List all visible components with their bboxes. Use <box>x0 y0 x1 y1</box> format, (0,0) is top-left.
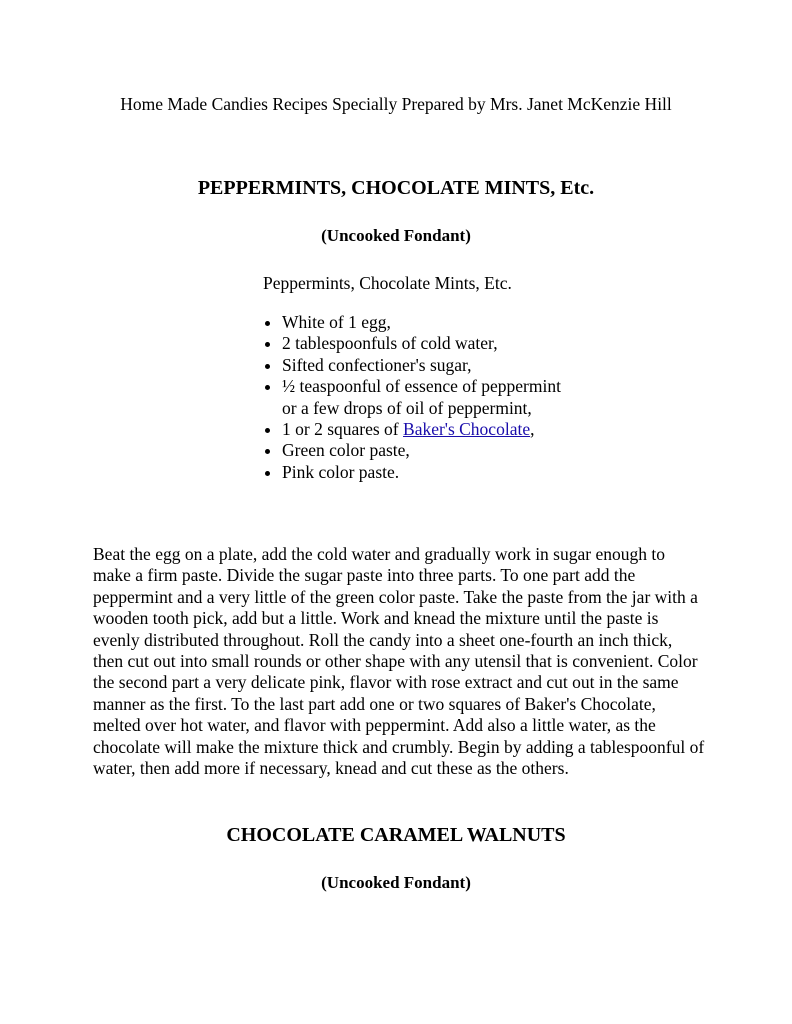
list-item: • ½ teaspoonful of essence of peppermint or a few drops of oil of peppermint, <box>282 376 572 419</box>
list-item: • Sifted confectioner's sugar, <box>282 355 572 376</box>
list-item <box>282 419 572 440</box>
ingredients-list <box>263 312 572 483</box>
list-item: • White of 1 egg, <box>282 312 572 333</box>
recipe-title-caramel-walnuts: CHOCOLATE CARAMEL WALNUTS <box>226 824 566 846</box>
recipe-title-peppermints: PEPPERMINTS, CHOCOLATE MINTS, Etc. <box>197 177 595 199</box>
running-title: Home Made Candies Recipes Specially Prepared by Mrs. Janet McKenzie Hill <box>120 94 672 114</box>
bakers-chocolate-link[interactable]: Baker's Chocolate <box>403 419 531 440</box>
ingredient-text: 1 or 2 squares of <box>282 419 404 440</box>
recipe-method-paragraph: Beat the egg on a plate, add the cold water and gradually work in sugar enough to make a firm paste. Divide the sugar paste into three parts. To one part add the peppermint and a very little of the green color paste. Take the paste from the jar with a wooden tooth pick, add but a little. Work and knead the mixture until the paste is evenly distributed throughout. Roll the candy into a sheet one-fourth an inch thick, then cut out into small rounds or other shape with any utensil that is convenient. Color the second part a very delicate pink, flavor with rose extract and cut out in the same manner as the first. To the last part add one or two squares of Baker's Chocolate, melted over hot water, and flavor with peppermint. Add also a little water, as the chocolate will make the mixture thick and crumbly. Begin by adding a tablespoonful of water, then add more if necessary, knead and cut these as the others. <box>93 544 705 779</box>
ingredients-caption: Peppermints, Chocolate Mints, Etc. <box>263 273 512 293</box>
list-item: • Green color paste, <box>282 440 572 461</box>
list-item: • Pink color paste. <box>282 462 572 483</box>
recipe-subtitle-caramel-walnuts: (Uncooked Fondant) <box>321 873 471 892</box>
list-item: • 2 tablespoonfuls of cold water, <box>282 333 572 354</box>
recipe-subtitle-peppermints: (Uncooked Fondant) <box>321 226 471 245</box>
ingredient-text: , <box>530 419 535 440</box>
